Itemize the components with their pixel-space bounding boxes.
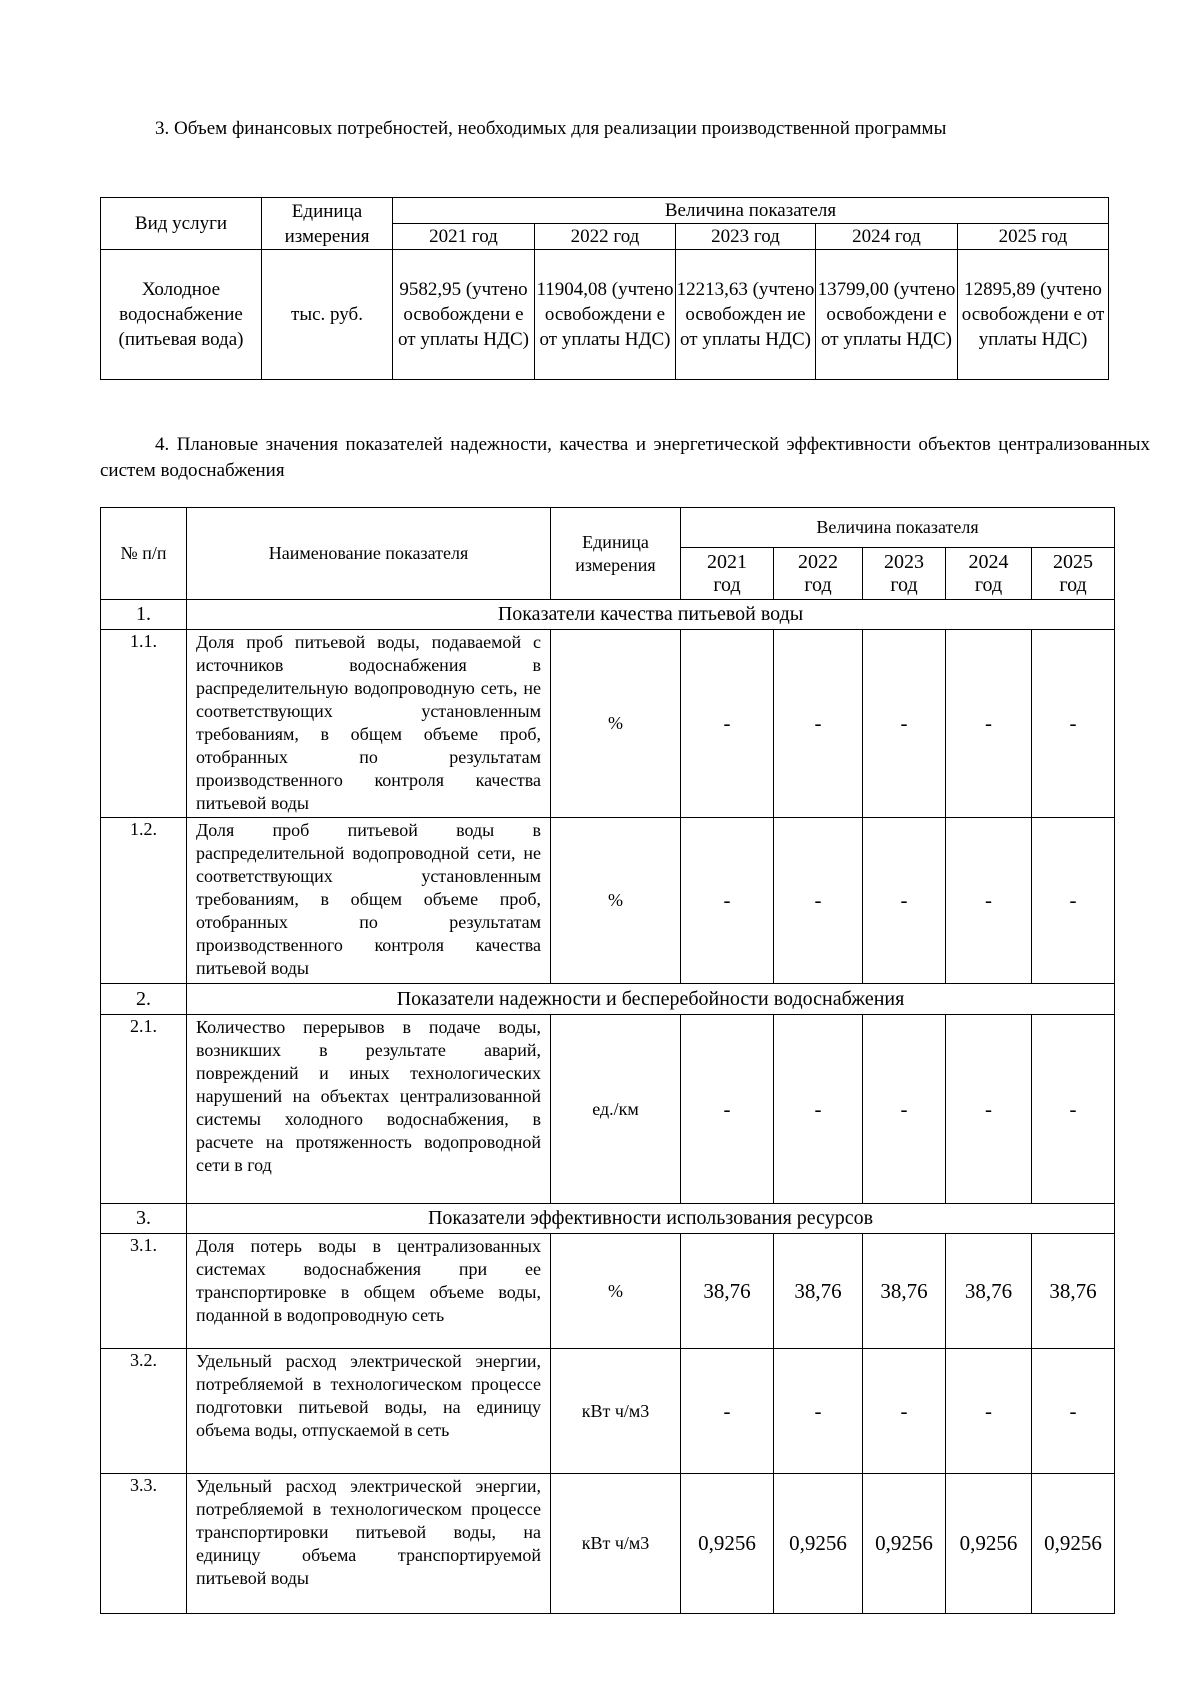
row-value: - xyxy=(681,818,774,984)
section-3-heading: 3. Объем финансовых потребностей, необходимых для реализации производственной программы xyxy=(155,118,947,139)
row-value: - xyxy=(681,1349,774,1474)
table-row xyxy=(101,1474,1115,1614)
row-value: - xyxy=(681,630,774,818)
row-value: - xyxy=(774,818,863,984)
row-value: - xyxy=(681,1015,774,1204)
group-title: Показатели надежности и бесперебойности водоснабжения xyxy=(187,984,1115,1015)
row-value: - xyxy=(863,818,946,984)
row-unit: % xyxy=(551,1234,681,1349)
header-value: Величина показателя xyxy=(681,508,1115,548)
row-name: Доля потерь воды в централизованных системах водоснабжения при ее транспортировке в общем объеме воды, поданной в водопроводную сеть xyxy=(187,1234,551,1349)
service-cell: Холодное водоснабжение (питьевая вода) xyxy=(101,250,262,380)
row-value: 38,76 xyxy=(946,1234,1032,1349)
header-service: Вид услуги xyxy=(101,198,262,250)
table-row xyxy=(101,818,1115,984)
row-num: 1.2. xyxy=(101,818,187,984)
header-name: Наименование показателя xyxy=(187,508,551,600)
row-value: 0,9256 xyxy=(681,1474,774,1614)
table-row xyxy=(101,630,1115,818)
row-value: 0,9256 xyxy=(863,1474,946,1614)
header-year: 2024 год xyxy=(946,548,1032,600)
row-unit: кВт ч/м3 xyxy=(551,1474,681,1614)
row-value: - xyxy=(1032,818,1115,984)
row-name: Доля проб питьевой воды в распределительной водопроводной сети, не соответствующих установленным требованиям, в общем объеме проб, отобранных по результатам производственного контроля качества питьевой воды xyxy=(187,818,551,984)
row-value: - xyxy=(863,1349,946,1474)
row-value: - xyxy=(1032,1349,1115,1474)
row-value: - xyxy=(774,1349,863,1474)
row-name: Удельный расход электрической энергии, потребляемой в технологическом процессе транспортировки питьевой воды, на единицу объема транспортируемой питьевой воды xyxy=(187,1474,551,1614)
row-unit: % xyxy=(551,630,681,818)
row-unit: ед./км xyxy=(551,1015,681,1204)
header-year: 2021 год xyxy=(681,548,774,600)
row-value: - xyxy=(863,630,946,818)
indicators-table xyxy=(100,507,1115,1614)
row-value: 38,76 xyxy=(681,1234,774,1349)
header-year: 2023 год xyxy=(863,548,946,600)
financial-needs-table xyxy=(100,197,1109,380)
row-name: Количество перерывов в подаче воды, возникших в результате аварий, повреждений и иных технологических нарушений на объектах централизованной системы холодного водоснабжения, в расчете на протяженность водопроводной сети в год xyxy=(187,1015,551,1204)
row-unit: кВт ч/м3 xyxy=(551,1349,681,1474)
value-cell: 9582,95 (учтено освобождени е от уплаты НДС) xyxy=(393,250,535,380)
row-num: 2.1. xyxy=(101,1015,187,1204)
row-value: - xyxy=(774,1015,863,1204)
header-value: Величина показателя xyxy=(393,198,1109,224)
header-year: 2023 год xyxy=(676,224,816,250)
row-value: - xyxy=(946,1015,1032,1204)
group-row xyxy=(101,1204,1115,1234)
row-value: 38,76 xyxy=(863,1234,946,1349)
group-num: 1. xyxy=(101,600,187,630)
row-value: - xyxy=(946,1349,1032,1474)
group-num: 2. xyxy=(101,984,187,1015)
row-unit: % xyxy=(551,818,681,984)
unit-cell: тыс. руб. xyxy=(262,250,393,380)
value-cell: 12895,89 (учтено освобождени е от уплаты НДС) xyxy=(958,250,1109,380)
row-value: - xyxy=(1032,1015,1115,1204)
group-row xyxy=(101,600,1115,630)
table-row xyxy=(101,1349,1115,1474)
row-num: 1.1. xyxy=(101,630,187,818)
header-year: 2022 год xyxy=(774,548,863,600)
header-unit: Единица измерения xyxy=(262,198,393,250)
group-row xyxy=(101,984,1115,1015)
row-value: 38,76 xyxy=(1032,1234,1115,1349)
table-row xyxy=(101,1015,1115,1204)
group-title: Показатели эффективности использования ресурсов xyxy=(187,1204,1115,1234)
header-unit: Единица измерения xyxy=(551,508,681,600)
row-num: 3.2. xyxy=(101,1349,187,1474)
group-title: Показатели качества питьевой воды xyxy=(187,600,1115,630)
value-cell: 12213,63 (учтено освобожден ие от уплаты НДС) xyxy=(676,250,816,380)
row-num: 3.3. xyxy=(101,1474,187,1614)
table-row xyxy=(101,1234,1115,1349)
section-4-heading: 4. Плановые значения показателей надежности, качества и энергетической эффективности объектов централизованных систем водоснабжения xyxy=(100,434,1150,481)
header-num: № п/п xyxy=(101,508,187,600)
row-value: 0,9256 xyxy=(946,1474,1032,1614)
row-name: Доля проб питьевой воды, подаваемой с источников водоснабжения в распределительную водопроводную сеть, не соответствующих установленным требованиям, в общем объеме проб, отобранных по результатам производственного контроля качества питьевой воды xyxy=(187,630,551,818)
row-value: - xyxy=(1032,630,1115,818)
row-value: 0,9256 xyxy=(774,1474,863,1614)
value-cell: 13799,00 (учтено освобождени е от уплаты НДС) xyxy=(816,250,958,380)
table-row xyxy=(101,250,1109,380)
header-year: 2025 год xyxy=(958,224,1109,250)
row-value: 38,76 xyxy=(774,1234,863,1349)
row-value: - xyxy=(946,818,1032,984)
row-value: - xyxy=(946,630,1032,818)
row-value: - xyxy=(863,1015,946,1204)
row-value: - xyxy=(774,630,863,818)
header-year: 2021 год xyxy=(393,224,535,250)
header-year: 2022 год xyxy=(535,224,676,250)
group-num: 3. xyxy=(101,1204,187,1234)
header-year: 2024 год xyxy=(816,224,958,250)
header-year: 2025 год xyxy=(1032,548,1115,600)
value-cell: 11904,08 (учтено освобождени е от уплаты НДС) xyxy=(535,250,676,380)
row-num: 3.1. xyxy=(101,1234,187,1349)
row-name: Удельный расход электрической энергии, потребляемой в технологическом процессе подготовки питьевой воды, на единицу объема воды, отпускаемой в сеть xyxy=(187,1349,551,1474)
row-value: 0,9256 xyxy=(1032,1474,1115,1614)
